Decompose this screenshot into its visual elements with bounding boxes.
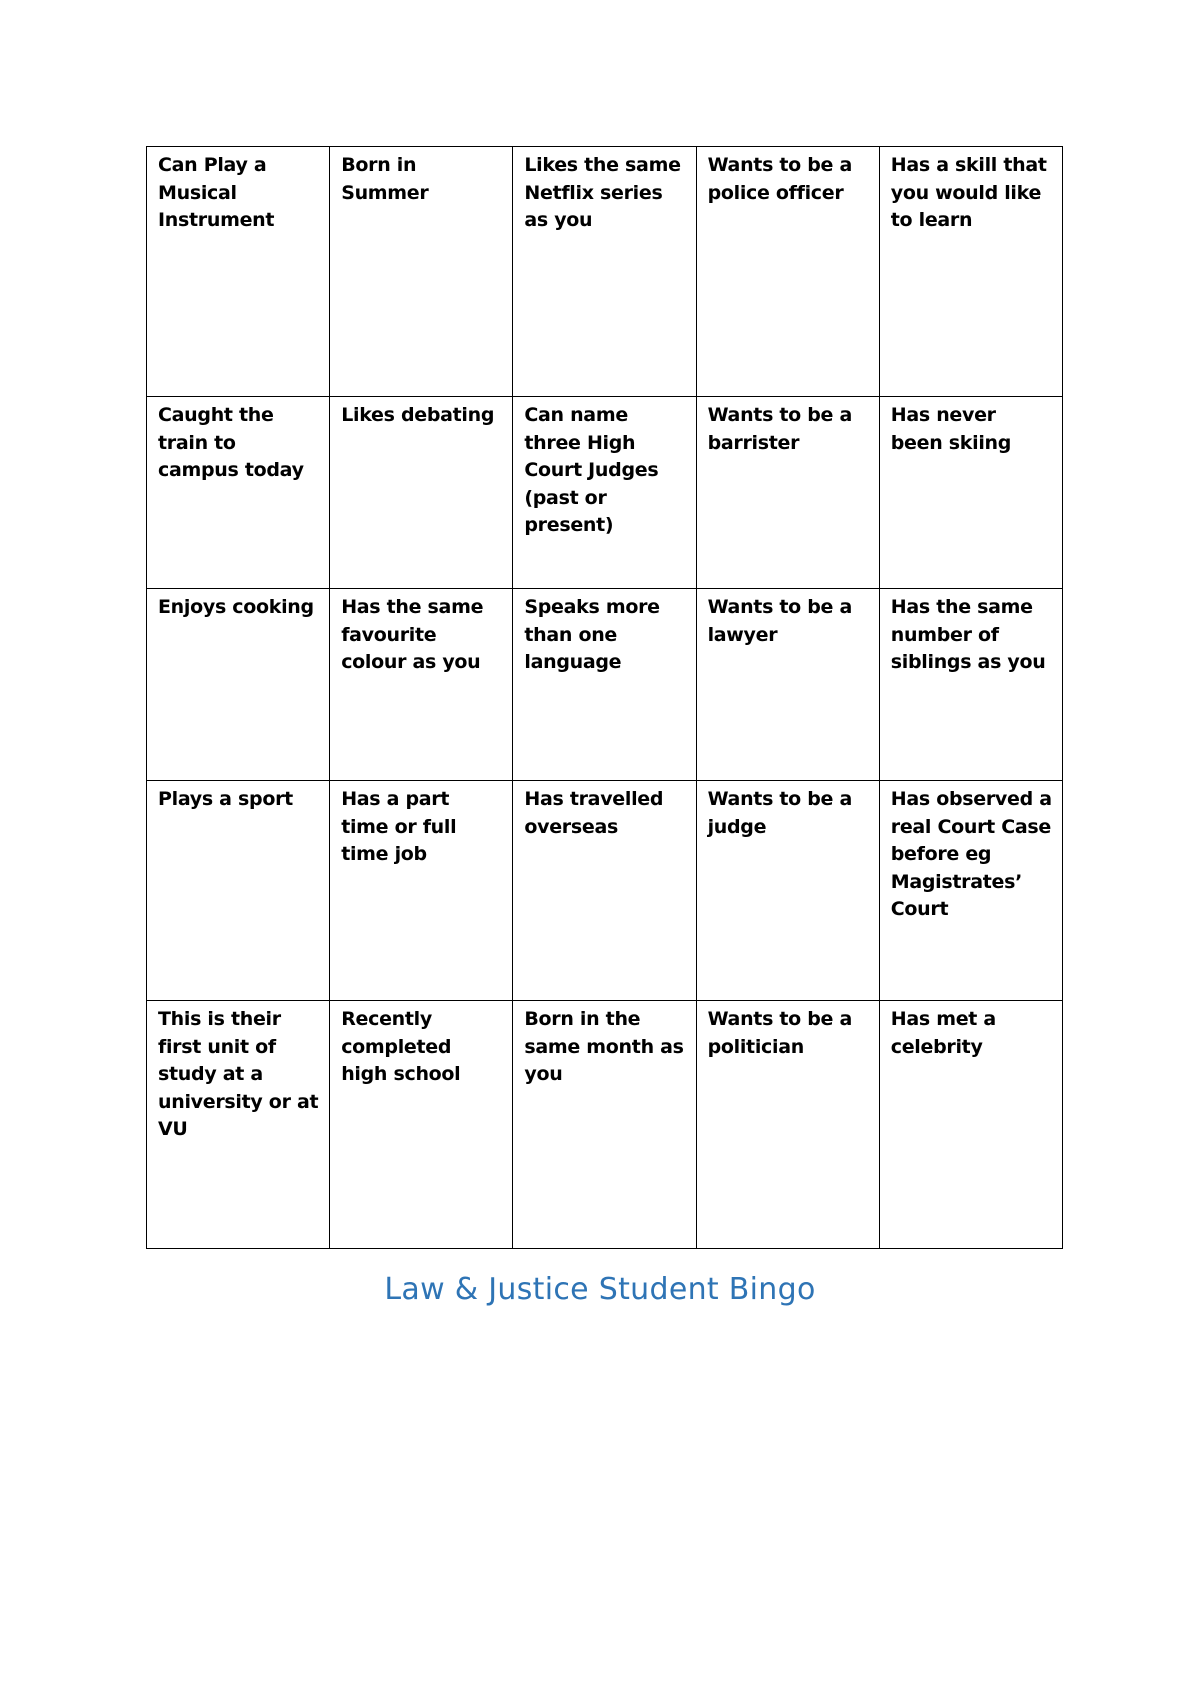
bingo-cell: Caught the train to campus today <box>147 397 330 589</box>
bingo-cell: Has observed a real Court Case before eg Magistrates’ Court <box>879 781 1062 1001</box>
bingo-cell: Has never been skiing <box>879 397 1062 589</box>
bingo-row <box>147 1001 1063 1249</box>
bingo-cell: Wants to be a politician <box>696 1001 879 1249</box>
bingo-cell: Can Play a Musical Instrument <box>147 147 330 397</box>
bingo-cell: Has a part time or full time job <box>330 781 513 1001</box>
bingo-cell: Has the same favourite colour as you <box>330 589 513 781</box>
bingo-cell: Recently completed high school <box>330 1001 513 1249</box>
bingo-row <box>147 397 1063 589</box>
bingo-cell: Born in Summer <box>330 147 513 397</box>
bingo-row <box>147 589 1063 781</box>
bingo-cell: Wants to be a judge <box>696 781 879 1001</box>
bingo-cell: This is their first unit of study at a university or at VU <box>147 1001 330 1249</box>
bingo-row <box>147 781 1063 1001</box>
bingo-cell: Has travelled overseas <box>513 781 696 1001</box>
bingo-cell: Wants to be a barrister <box>696 397 879 589</box>
bingo-cell: Has a skill that you would like to learn <box>879 147 1062 397</box>
document-title: Law & Justice Student Bingo <box>384 1272 816 1307</box>
bingo-cell: Has the same number of siblings as you <box>879 589 1062 781</box>
bingo-row <box>147 147 1063 397</box>
bingo-cell: Has met a celebrity <box>879 1001 1062 1249</box>
bingo-cell: Born in the same month as you <box>513 1001 696 1249</box>
bingo-cell: Wants to be a lawyer <box>696 589 879 781</box>
bingo-cell: Likes the same Netflix series as you <box>513 147 696 397</box>
bingo-cell: Can name three High Court Judges (past or present) <box>513 397 696 589</box>
bingo-grid <box>146 146 1063 1249</box>
bingo-cell: Speaks more than one language <box>513 589 696 781</box>
bingo-cell: Wants to be a police officer <box>696 147 879 397</box>
bingo-cell: Enjoys cooking <box>147 589 330 781</box>
bingo-cell: Likes debating <box>330 397 513 589</box>
bingo-cell: Plays a sport <box>147 781 330 1001</box>
